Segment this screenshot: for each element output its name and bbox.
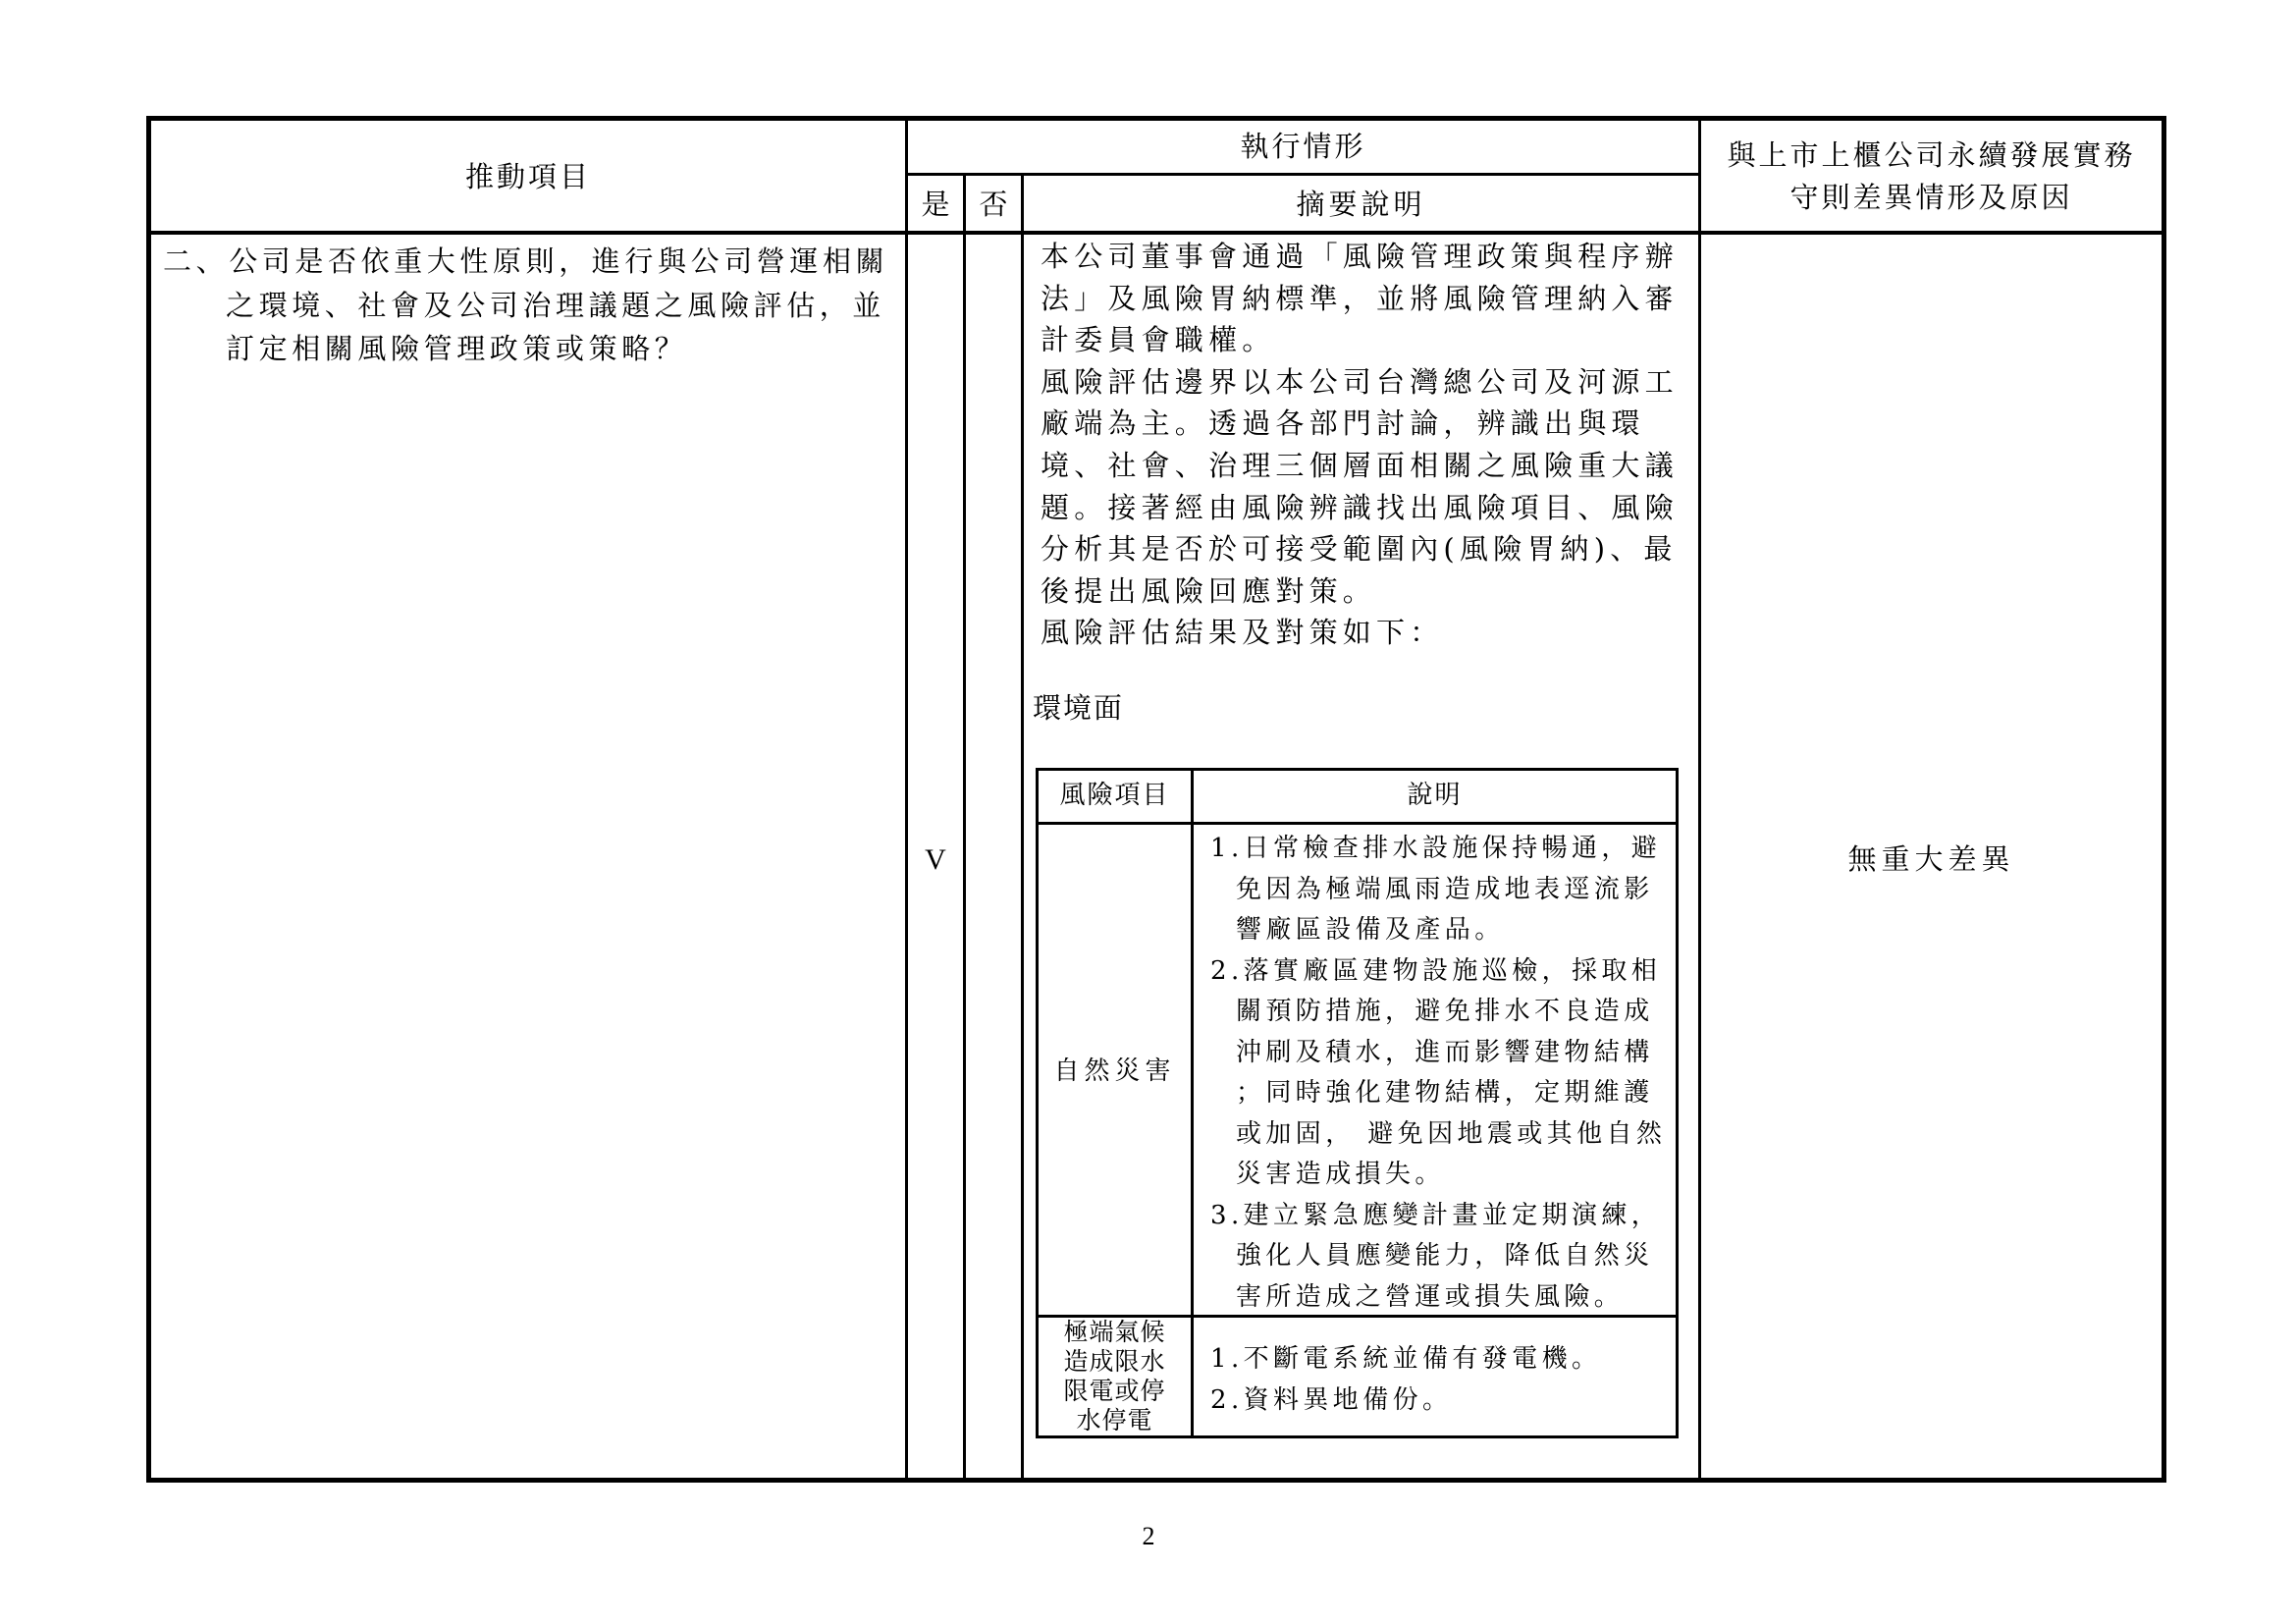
description-line: 1.不斷電系統並備有發電機。	[1210, 1344, 1602, 1374]
table-border-top	[146, 116, 2166, 121]
section-title-environment: 環境面	[1033, 691, 1125, 725]
yes-mark: V	[925, 843, 946, 876]
summary-line: 題。接著經由風險辨識找出風險項目、風險	[1041, 490, 1679, 524]
table-border-left	[146, 116, 151, 1483]
promotion-item-text	[163, 240, 888, 371]
summary-line: 法」及風險胃納標準，並將風險管理納入審	[1041, 281, 1679, 315]
risk-table-border-top	[1036, 768, 1679, 771]
risk-table-header-description: 說明	[1407, 781, 1463, 810]
header-difference-line2: 守則差異情形及原因	[1789, 181, 2073, 214]
col-divider-item	[905, 116, 908, 1483]
header-execution: 執行情形	[1240, 130, 1366, 163]
col-divider-yes	[963, 174, 966, 1483]
summary-line: 風險評估邊界以本公司台灣總公司及河源工	[1041, 364, 1679, 399]
description-line: 害所造成之營運或損失風險。	[1236, 1281, 1625, 1312]
page-number: 2	[1142, 1522, 1155, 1550]
table-border-bottom	[146, 1478, 2166, 1483]
header-no: 否	[979, 188, 1008, 221]
summary-text	[1041, 236, 1679, 654]
summary-line: 廠端為主。透過各部門討論，辨識出與環	[1041, 406, 1645, 441]
risk-table-col-divider	[1191, 768, 1194, 1438]
item-line: 水停電	[1076, 1406, 1153, 1435]
header-difference-line1: 與上市上櫃公司永續發展實務	[1727, 138, 2136, 172]
header-yes: 是	[921, 188, 950, 221]
summary-line: 分析其是否於可接受範圍內(風險胃納)、最	[1041, 532, 1678, 567]
description-line: 3.建立緊急應變計畫並定期演練，	[1210, 1200, 1662, 1230]
difference-text: 無重大差異	[1847, 842, 2015, 876]
description-line: 或加固， 避免因地震或其他自然	[1236, 1118, 1667, 1149]
table-border-right	[2162, 116, 2166, 1483]
risk-table-header-item: 風險項目	[1059, 781, 1170, 810]
summary-line: 本公司董事會通過「風險管理政策與程序辦	[1041, 240, 1679, 273]
description-line: 免因為極端風雨造成地表逕流影	[1236, 874, 1654, 904]
summary-line: 後提出風險回應對策。	[1041, 573, 1377, 608]
col-divider-summary	[1698, 116, 1701, 1483]
header-divider	[146, 231, 2166, 235]
header-summary: 摘要說明	[1296, 188, 1426, 221]
item-line: 造成限水	[1063, 1347, 1166, 1376]
item-line: 之環境、社會及公司治理議題之風險評估，並	[226, 288, 886, 322]
summary-line: 計委員會職權。	[1041, 323, 1276, 357]
description-line: 1.日常檢查排水設施保持暢通，避	[1210, 834, 1662, 863]
description-line: 沖刷及積水，進而影響建物結構	[1236, 1037, 1654, 1067]
description-line: 災害造成損失。	[1236, 1160, 1445, 1189]
col-divider-no	[1021, 174, 1024, 1483]
summary-line: 境、社會、治理三個層面相關之風險重大議	[1041, 448, 1679, 482]
summary-line: 風險評估結果及對策如下：	[1041, 616, 1444, 650]
risk-description-extreme-climate	[1210, 1339, 1601, 1421]
item-line: 二、公司是否依重大性原則，進行與公司營運相關	[163, 244, 889, 278]
item-line: 限電或停	[1063, 1377, 1166, 1405]
risk-table-border-bottom	[1036, 1435, 1679, 1438]
description-line: 強化人員應變能力，降低自然災	[1236, 1241, 1654, 1271]
description-line: ；同時強化建物結構，定期維護	[1236, 1078, 1654, 1108]
risk-item-natural-disaster: 自然災害	[1053, 1056, 1176, 1086]
item-line: 訂定相關風險管理政策或策略？	[226, 332, 688, 365]
risk-description-natural-disaster	[1210, 829, 1666, 1318]
risk-table-header-divider	[1036, 822, 1679, 825]
risk-table-border-right	[1676, 768, 1679, 1438]
description-line: 關預防措施，避免排水不良造成	[1236, 997, 1654, 1026]
description-line: 2.資料異地備份。	[1210, 1384, 1453, 1415]
header-item: 推動項目	[464, 160, 591, 193]
execution-subheader-divider	[905, 173, 1700, 176]
description-line: 響廠區設備及產品。	[1236, 915, 1505, 945]
item-line: 極端氣候	[1063, 1318, 1166, 1346]
risk-item-extreme-climate	[1039, 1318, 1191, 1435]
description-line: 2.落實廠區建物設施巡檢，採取相	[1210, 955, 1662, 986]
